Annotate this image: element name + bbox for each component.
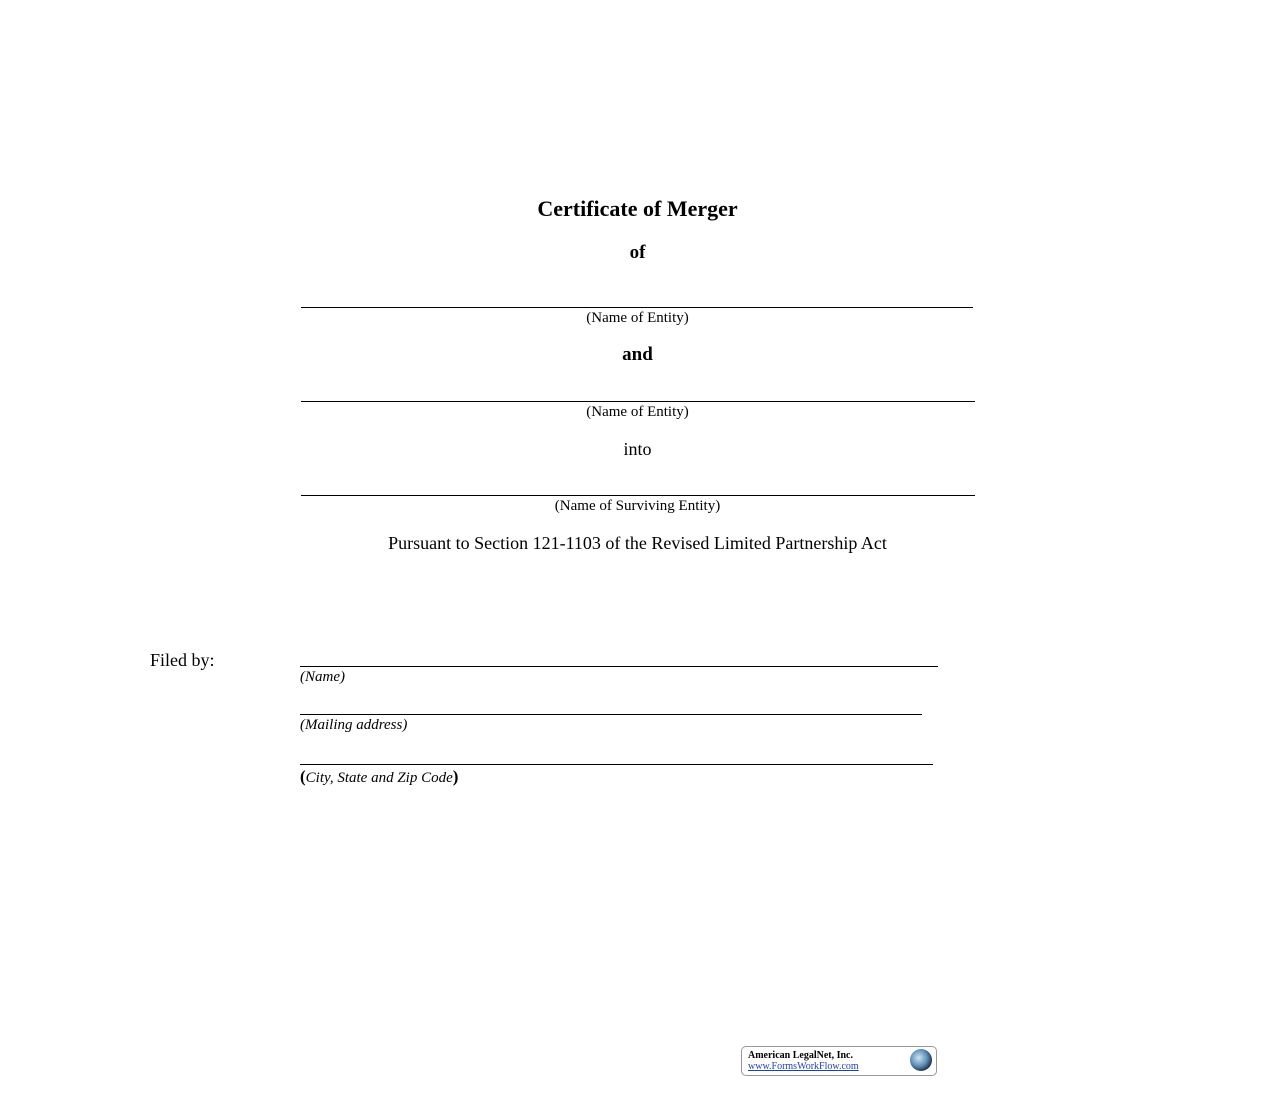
entity2-caption: (Name of Entity) <box>586 404 689 420</box>
filed-by-label: Filed by: <box>150 650 215 670</box>
mailing-address-caption: (Mailing address) <box>300 717 408 733</box>
into-text: into <box>623 439 652 459</box>
entity1-caption: (Name of Entity) <box>586 310 689 326</box>
city-state-zip-caption <box>300 767 458 787</box>
and-text: and <box>622 344 653 365</box>
american-legalnet-logo <box>741 1046 937 1076</box>
document-title: Certificate of Merger <box>537 196 738 221</box>
logo-url-link[interactable]: www.FormsWorkFlow.com <box>748 1061 859 1072</box>
city-caption-text: City, State and Zip Code <box>305 770 453 786</box>
filer-name-caption: (Name) <box>300 669 345 685</box>
filer-name-line[interactable] <box>300 666 938 667</box>
surviving-entity-caption: (Name of Surviving Entity) <box>554 498 721 514</box>
mailing-address-line[interactable] <box>300 714 922 715</box>
entity2-line[interactable] <box>301 401 975 402</box>
city-state-zip-line[interactable] <box>300 764 933 765</box>
paren-open: ( <box>300 767 306 786</box>
of-text: of <box>629 242 646 263</box>
paren-close: ) <box>452 767 459 786</box>
surviving-entity-line[interactable] <box>301 495 975 496</box>
globe-icon <box>910 1049 932 1071</box>
entity1-line[interactable] <box>301 307 973 308</box>
pursuant-text: Pursuant to Section 121-1103 of the Revised Limited Partnership Act <box>388 533 887 553</box>
logo-company: American LegalNet, Inc. <box>748 1050 853 1061</box>
